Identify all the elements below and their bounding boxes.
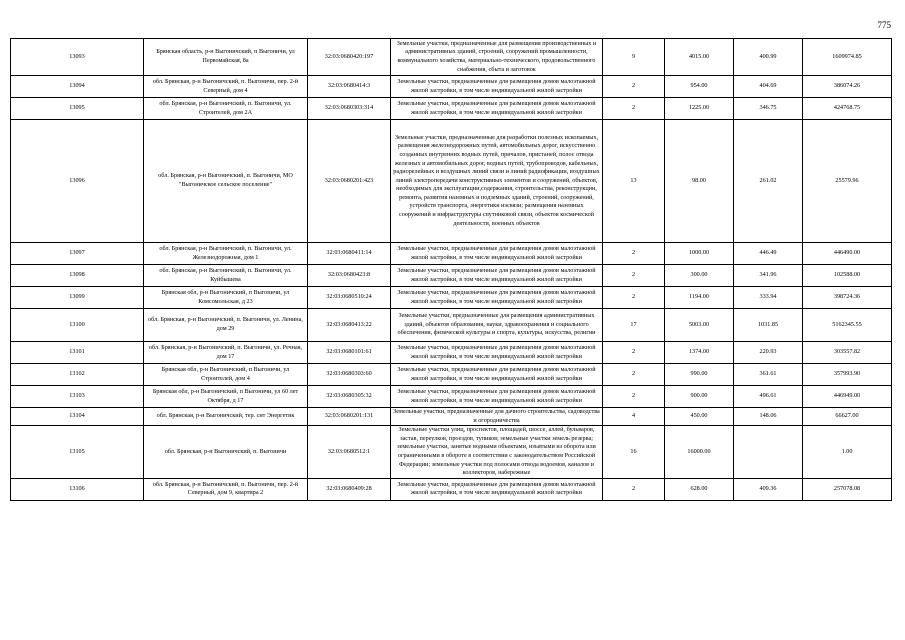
cadastral-number-cell: 32:03:0680305:32 bbox=[308, 386, 391, 408]
land-use-cell: Земельные участки, предназначенные для размещения производственных и административных зданий, строений, сооружений промышленности, коммунального хозяйства, материально-технического, продовольственного снабжения, сбыта и заготовок bbox=[391, 39, 603, 76]
rate-cell: 361.61 bbox=[734, 364, 803, 386]
rate-cell: 346.75 bbox=[734, 98, 803, 120]
cadastral-value-cell: 398724.36 bbox=[803, 287, 892, 309]
area-cell: 1374.00 bbox=[665, 342, 734, 364]
cadastral-value-cell: 1.00 bbox=[803, 426, 892, 479]
address-cell: обл. Брянская, р-н Выгоничский, п. Выгоничи, МО "Выгоничское сельское поселение" bbox=[144, 120, 308, 243]
land-use-cell: Земельные участки, предназначенные для дачного строительства, садоводства и огородничества bbox=[391, 408, 603, 426]
rate-cell: 400.99 bbox=[734, 39, 803, 76]
cadastral-number-cell: 32:03:0680423:8 bbox=[308, 265, 391, 287]
land-use-cell: Земельные участки, предназначенные для размещения домов малоэтажной жилой застройки, в том числе индивидуальной жилой застройки bbox=[391, 364, 603, 386]
group-cell: 2 bbox=[603, 364, 665, 386]
area-cell: 900.00 bbox=[665, 386, 734, 408]
area-cell: 990.00 bbox=[665, 364, 734, 386]
row-number-cell: 13106 bbox=[11, 478, 144, 500]
cadastral-value-cell: 357993.90 bbox=[803, 364, 892, 386]
land-use-cell: Земельные участки улиц, проспектов, площадей, шоссе, аллей, бульваров, застав, переулков, проездов, тупиков; земельные участки земель резерва; земельные участки, занятые водными объектами, изъятыми из оборота или ограниченными в обороте в соответствии с законодательством Российской Федерации; земельные участки под полосами отвода водоемов, каналов и коллекторов, набережные bbox=[391, 426, 603, 479]
address-cell: обл. Брянская, р-н Выгоничский, п. Выгоничи, пер. 2-й Северный, дом 9, квартира 2 bbox=[144, 478, 308, 500]
row-number-cell: 13096 bbox=[11, 120, 144, 243]
land-use-cell: Земельные участки, предназначенные для размещения домов малоэтажной жилой застройки, в том числе индивидуальной жилой застройки bbox=[391, 76, 603, 98]
rate-cell: 148.06 bbox=[734, 408, 803, 426]
row-number-cell: 13101 bbox=[11, 342, 144, 364]
rate-cell: 333.94 bbox=[734, 287, 803, 309]
address-cell: обл. Брянская, р-н Выгоничский, п. Выгоничи, ул. Строителей, дом 2А bbox=[144, 98, 308, 120]
table-row bbox=[11, 243, 892, 265]
land-use-cell: Земельные участки, предназначенные для размещения домов малоэтажной жилой застройки, в том числе индивидуальной жилой застройки bbox=[391, 265, 603, 287]
group-cell: 17 bbox=[603, 309, 665, 342]
table-row bbox=[11, 76, 892, 98]
cadastral-value-cell: 446949.00 bbox=[803, 386, 892, 408]
cadastral-number-cell: 32:03:0680411:14 bbox=[308, 243, 391, 265]
cadastral-number-cell: 32:03:0680201:423 bbox=[308, 120, 391, 243]
rate-cell: 261.02 bbox=[734, 120, 803, 243]
group-cell: 2 bbox=[603, 478, 665, 500]
table-row bbox=[11, 120, 892, 243]
page-number: 775 bbox=[877, 20, 891, 30]
table-row bbox=[11, 364, 892, 386]
cadastral-number-cell: 32:03:0680510:24 bbox=[308, 287, 391, 309]
row-number-cell: 13097 bbox=[11, 243, 144, 265]
area-cell: 1225.00 bbox=[665, 98, 734, 120]
group-cell: 2 bbox=[603, 98, 665, 120]
table-row bbox=[11, 386, 892, 408]
group-cell: 2 bbox=[603, 386, 665, 408]
table-row bbox=[11, 408, 892, 426]
table-row bbox=[11, 265, 892, 287]
group-cell: 2 bbox=[603, 287, 665, 309]
rate-cell: 1031.85 bbox=[734, 309, 803, 342]
row-number-cell: 13095 bbox=[11, 98, 144, 120]
row-number-cell: 13094 bbox=[11, 76, 144, 98]
row-number-cell: 13093 bbox=[11, 39, 144, 76]
address-cell: обл. Брянская, р-н Выгоничский, п. Выгоничи, ул. Куйбышева bbox=[144, 265, 308, 287]
cadastral-value-cell: 25579.96 bbox=[803, 120, 892, 243]
address-cell: обл. Брянская, р-н Выгоничский, п. Выгоничи, ул. Речная, дом 17 bbox=[144, 342, 308, 364]
area-cell: 4015.00 bbox=[665, 39, 734, 76]
group-cell: 16 bbox=[603, 426, 665, 479]
group-cell: 2 bbox=[603, 243, 665, 265]
table-row bbox=[11, 39, 892, 76]
rate-cell: 220.93 bbox=[734, 342, 803, 364]
address-cell: Брянская область, р-н Выгоничский, п Выгоничи, ул Первомайская, 8а bbox=[144, 39, 308, 76]
cadastral-value-cell: 257078.08 bbox=[803, 478, 892, 500]
address-cell: Брянская обл, р-н Выгоничский, п Выгоничи, ул 60 лет Октября, д 17 bbox=[144, 386, 308, 408]
row-number-cell: 13099 bbox=[11, 287, 144, 309]
row-number-cell: 13102 bbox=[11, 364, 144, 386]
cadastral-value-cell: 386074.26 bbox=[803, 76, 892, 98]
cadastral-value-cell: 5162345.55 bbox=[803, 309, 892, 342]
area-cell: 5003.00 bbox=[665, 309, 734, 342]
cadastral-number-cell: 32:03:0680303:314 bbox=[308, 98, 391, 120]
land-use-cell: Земельные участки, предназначенные для размещения административных зданий, объектов образования, науки, здравоохранения и социального обеспечения, физической культуры и спорта, культуры, искусства, религии bbox=[391, 309, 603, 342]
address-cell: обл. Брянская, р-н Выгоничский, тер. снт Энергетик bbox=[144, 408, 308, 426]
address-cell: обл. Брянская, р-н Выгоничский, п. Выгоничи, ул. Ленина, дом 29 bbox=[144, 309, 308, 342]
address-cell: Брянская обл, р-н Выгоничский, п Выгоничи, ул Строителей, дом 4 bbox=[144, 364, 308, 386]
rate-cell: 496.61 bbox=[734, 386, 803, 408]
row-number-cell: 13105 bbox=[11, 426, 144, 479]
land-use-cell: Земельные участки, предназначенные для размещения домов малоэтажной жилой застройки, в том числе индивидуальной жилой застройки bbox=[391, 478, 603, 500]
group-cell: 4 bbox=[603, 408, 665, 426]
cadastral-value-cell: 446490.00 bbox=[803, 243, 892, 265]
land-use-cell: Земельные участки, предназначенные для размещения домов малоэтажной жилой застройки, в том числе индивидуальной жилой застройки bbox=[391, 386, 603, 408]
land-use-cell: Земельные участки, предназначенные для размещения домов малоэтажной жилой застройки, в том числе индивидуальной жилой застройки bbox=[391, 98, 603, 120]
rate-cell: 404.69 bbox=[734, 76, 803, 98]
cadastral-value-cell: 102588.00 bbox=[803, 265, 892, 287]
table-row bbox=[11, 309, 892, 342]
rate-cell bbox=[734, 426, 803, 479]
area-cell: 450.00 bbox=[665, 408, 734, 426]
row-number-cell: 13100 bbox=[11, 309, 144, 342]
rate-cell: 341.96 bbox=[734, 265, 803, 287]
land-use-cell: Земельные участки, предназначенные для размещения домов малоэтажной жилой застройки, в том числе индивидуальной жилой застройки bbox=[391, 342, 603, 364]
land-use-cell: Земельные участки, предназначенные для размещения домов малоэтажной жилой застройки, в том числе индивидуальной жилой застройки bbox=[391, 287, 603, 309]
cadastral-number-cell: 32:03:0680413:22 bbox=[308, 309, 391, 342]
cadastral-number-cell: 32:03:0680201:131 bbox=[308, 408, 391, 426]
area-cell: 16000.00 bbox=[665, 426, 734, 479]
area-cell: 98.00 bbox=[665, 120, 734, 243]
cadastral-number-cell: 32:03:0680414:3 bbox=[308, 76, 391, 98]
group-cell: 2 bbox=[603, 342, 665, 364]
land-use-cell: Земельные участки, предназначенные для размещения домов малоэтажной жилой застройки, в том числе индивидуальной жилой застройки bbox=[391, 243, 603, 265]
group-cell: 13 bbox=[603, 120, 665, 243]
cadastral-value-table bbox=[10, 38, 892, 501]
cadastral-number-cell: 32:03:0680420:197 bbox=[308, 39, 391, 76]
table-row bbox=[11, 342, 892, 364]
table-row bbox=[11, 98, 892, 120]
cadastral-number-cell: 32:03:0680303:60 bbox=[308, 364, 391, 386]
area-cell: 1194.00 bbox=[665, 287, 734, 309]
cadastral-value-cell: 1609974.85 bbox=[803, 39, 892, 76]
rate-cell: 446.49 bbox=[734, 243, 803, 265]
address-cell: обл. Брянская, р-н Выгоничский, п. Выгоничи, ул. Железнодорожная, дом 1 bbox=[144, 243, 308, 265]
cadastral-number-cell: 32:03:0680409:28 bbox=[308, 478, 391, 500]
row-number-cell: 13098 bbox=[11, 265, 144, 287]
area-cell: 954.00 bbox=[665, 76, 734, 98]
address-cell: обл. Брянская, р-н Выгоничский, п. Выгоничи bbox=[144, 426, 308, 479]
address-cell: Брянская обл, р-н Выгоничский, п Выгоничи, ул Комсомольская, д 23 bbox=[144, 287, 308, 309]
cadastral-value-cell: 424768.75 bbox=[803, 98, 892, 120]
cadastral-number-cell: 32:03:0680101:61 bbox=[308, 342, 391, 364]
group-cell: 2 bbox=[603, 265, 665, 287]
land-use-cell: Земельные участки, предназначенные для разработки полезных ископаемых, размещения железнодорожных путей, автомобильных дорог, искусственно созданных внутренних водных путей, причалов, пристаней, полос отвода железных и автомобильных дорог, водных путей, трубопроводов, кабельных, радиорелейных и воздушных линий связи и линий радиофикации, воздушных линий электропередачи конструктивных элементов и сооружений, объектов, необходимых для эксплуатации,содержания, строительства, реконструкции, ремонта, развития наземных и подземных зданий, строений, сооружений, устройств транспорта, энергетики иэсвязи; размещения наземных сооружений и инфраструктуры спутниковой связи, объектов космической деятельности, военных объектов bbox=[391, 120, 603, 243]
row-number-cell: 13104 bbox=[11, 408, 144, 426]
area-cell: 628.00 bbox=[665, 478, 734, 500]
group-cell: 9 bbox=[603, 39, 665, 76]
table-row bbox=[11, 426, 892, 479]
cadastral-value-cell: 303557.82 bbox=[803, 342, 892, 364]
table-row bbox=[11, 478, 892, 500]
group-cell: 2 bbox=[603, 76, 665, 98]
address-cell: обл. Брянская, р-н Выгоничский, п. Выгоничи, пер. 2-й Северный, дом 4 bbox=[144, 76, 308, 98]
cadastral-number-cell: 32:03:0680512:1 bbox=[308, 426, 391, 479]
row-number-cell: 13103 bbox=[11, 386, 144, 408]
cadastral-value-cell: 66627.00 bbox=[803, 408, 892, 426]
area-cell: 1000.00 bbox=[665, 243, 734, 265]
rate-cell: 409.36 bbox=[734, 478, 803, 500]
area-cell: 300.00 bbox=[665, 265, 734, 287]
table-row bbox=[11, 287, 892, 309]
